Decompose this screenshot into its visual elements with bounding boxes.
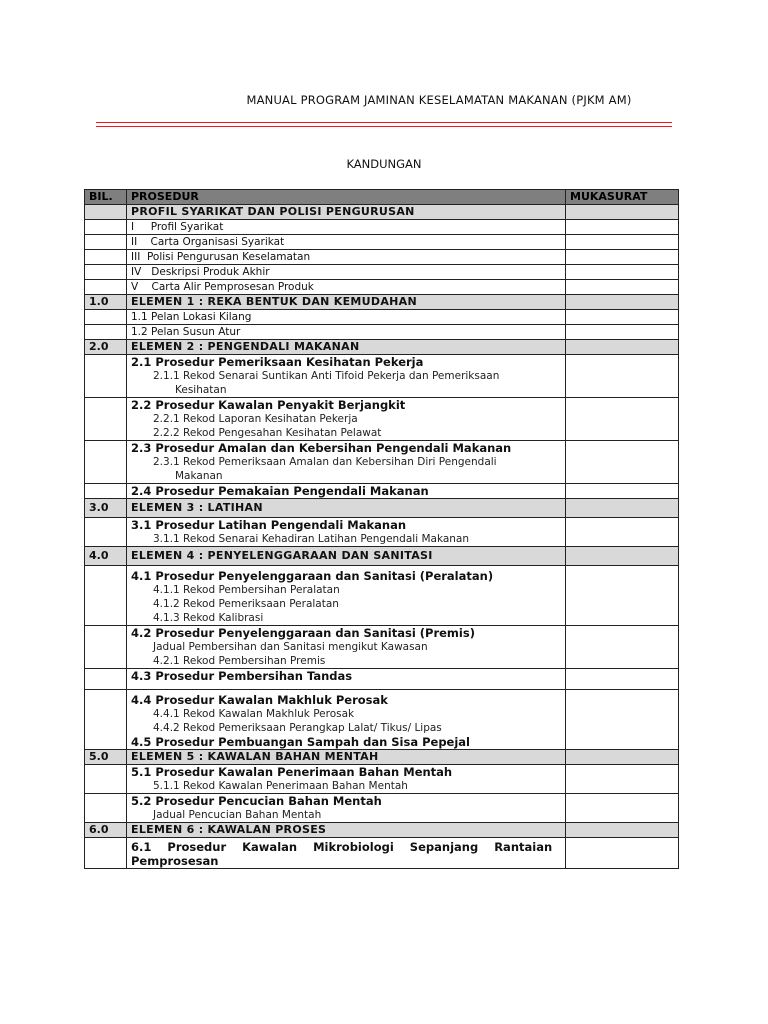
bil-number: 1.0 — [85, 295, 127, 310]
table-row — [85, 765, 679, 794]
procedure-cell: 2.3 Prosedur Amalan dan Kebersihan Pengendali Makanan 2.3.1 Rekod Pemeriksaan Amalan dan Kebersihan Diri Pengendali Makanan — [127, 441, 566, 484]
procedure-title: 4.2 Prosedur Penyelenggaraan dan Sanitasi (Premis) — [131, 626, 475, 640]
table-header-row — [85, 190, 679, 205]
table-row — [85, 398, 679, 441]
table-row — [85, 235, 679, 250]
procedure-cell: 5.1 Prosedur Kawalan Penerimaan Bahan Mentah 5.1.1 Rekod Kawalan Penerimaan Bahan Mentah — [127, 765, 566, 794]
procedure-title: 6.1 Prosedur Kawalan Mikrobiologi Sepanjang Rantaian — [131, 840, 553, 854]
element-title: ELEMEN 5 : KAWALAN BAHAN MENTAH — [127, 750, 566, 765]
bil-number: 5.0 — [85, 750, 127, 765]
table-row — [85, 794, 679, 823]
list-item: IV Deskripsi Produk Akhir — [127, 265, 566, 280]
element-title: ELEMEN 1 : REKA BENTUK DAN KEMUDAHAN — [127, 295, 566, 310]
table-row — [85, 566, 679, 626]
procedure-cell: 5.2 Prosedur Pencucian Bahan Mentah Jadual Pencucian Bahan Mentah — [127, 794, 566, 823]
table-row — [85, 295, 679, 310]
procedure-cell: 4.1 Prosedur Penyelenggaraan dan Sanitasi (Peralatan) 4.1.1 Rekod Pembersihan Peralatan 4.1.2 Rekod Pemeriksaan Peralatan 4.1.3 Rekod Kalibrasi — [127, 566, 566, 626]
procedure-title: 4.5 Prosedur Pembuangan Sampah dan Sisa Pepejal — [131, 735, 471, 749]
procedure-title: 2.2 Prosedur Kawalan Penyakit Berjangkit — [131, 398, 406, 412]
table-row — [85, 325, 679, 340]
table-row — [85, 518, 679, 547]
bil-number: 2.0 — [85, 340, 127, 355]
procedure-title: 4.3 Prosedur Pembersihan Tandas — [131, 669, 353, 683]
bil-number: 3.0 — [85, 499, 127, 518]
procedure-cell: 3.1 Prosedur Latihan Pengendali Makanan 3.1.1 Rekod Senarai Kehadiran Latihan Pengendali Makanan — [127, 518, 566, 547]
table-row — [85, 250, 679, 265]
table-row — [85, 823, 679, 838]
table-row — [85, 750, 679, 765]
table-row — [85, 838, 679, 869]
column-header-prosedur: PROSEDUR — [127, 190, 566, 205]
column-header-mukasurat: MUKASURAT — [566, 190, 679, 205]
contents-heading: KANDUNGAN — [346, 157, 422, 171]
document-title: MANUAL PROGRAM JAMINAN KESELAMATAN MAKANAN (PJKM AM) — [246, 93, 632, 107]
procedure-cell: 2.1 Prosedur Pemeriksaan Kesihatan Pekerja 2.1.1 Rekod Senarai Suntikan Anti Tifoid Pekerja dan Pemeriksaan Kesihatan — [127, 355, 566, 398]
procedure-title: 4.4 Prosedur Kawalan Makhluk Perosak — [131, 693, 388, 707]
element-title: ELEMEN 6 : KAWALAN PROSES — [127, 823, 566, 838]
procedure-title: 3.1 Prosedur Latihan Pengendali Makanan — [131, 518, 407, 532]
table-row — [85, 626, 679, 669]
procedure-title: 2.4 Prosedur Pemakaian Pengendali Makanan — [131, 484, 429, 498]
list-item: 1.1 Pelan Lokasi Kilang — [127, 310, 566, 325]
table-row — [85, 441, 679, 484]
table-row — [85, 280, 679, 295]
procedure-title: 4.1 Prosedur Penyelenggaraan dan Sanitasi (Peralatan) — [131, 569, 494, 583]
header-rule-bottom — [96, 126, 672, 127]
table-row — [85, 310, 679, 325]
column-header-bil: BIL. — [85, 190, 127, 205]
list-item: III Polisi Pengurusan Keselamatan — [127, 250, 566, 265]
procedure-cell — [127, 838, 566, 869]
bil-number: 4.0 — [85, 547, 127, 566]
list-item: V Carta Alir Pemprosesan Produk — [127, 280, 566, 295]
procedure-title: 2.3 Prosedur Amalan dan Kebersihan Pengendali Makanan — [131, 441, 512, 455]
list-item: II Carta Organisasi Syarikat — [127, 235, 566, 250]
table-row — [85, 499, 679, 518]
bil-number: 6.0 — [85, 823, 127, 838]
procedure-cell: 4.4 Prosedur Kawalan Makhluk Perosak 4.4.1 Rekod Kawalan Makhluk Perosak 4.4.2 Rekod Pemeriksaan Perangkap Lalat/ Tikus/ Lipas 4.5 Prosedur Pembuangan Sampah dan Sisa Pepejal — [127, 690, 566, 750]
procedure-title: 2.1 Prosedur Pemeriksaan Kesihatan Pekerja — [131, 355, 424, 369]
procedure-title-continued: Pemprosesan — [131, 854, 219, 868]
profil-header: PROFIL SYARIKAT DAN POLISI PENGURUSAN — [127, 205, 566, 220]
table-row — [85, 355, 679, 398]
element-title: ELEMEN 4 : PENYELENGGARAAN DAN SANITASI — [127, 547, 566, 566]
table-row — [85, 340, 679, 355]
table-row — [85, 690, 679, 750]
procedure-title: 5.1 Prosedur Kawalan Penerimaan Bahan Mentah — [131, 765, 453, 779]
table-row — [85, 220, 679, 235]
procedure-title: 5.2 Prosedur Pencucian Bahan Mentah — [131, 794, 382, 808]
table-row — [85, 265, 679, 280]
procedure-cell: 4.2 Prosedur Penyelenggaraan dan Sanitasi (Premis) Jadual Pembersihan dan Sanitasi mengikut Kawasan 4.2.1 Rekod Pembersihan Premis — [127, 626, 566, 669]
table-row — [85, 547, 679, 566]
header-rule-top — [96, 122, 672, 123]
table-row — [85, 484, 679, 499]
procedure-cell: 2.2 Prosedur Kawalan Penyakit Berjangkit 2.2.1 Rekod Laporan Kesihatan Pekerja 2.2.2 Rekod Pengesahan Kesihatan Pelawat — [127, 398, 566, 441]
table-row — [85, 669, 679, 690]
list-item: I Profil Syarikat — [127, 220, 566, 235]
procedure-cell — [127, 484, 566, 499]
list-item: 1.2 Pelan Susun Atur — [127, 325, 566, 340]
contents-table — [84, 189, 679, 869]
table-row — [85, 205, 679, 220]
element-title: ELEMEN 3 : LATIHAN — [127, 499, 566, 518]
element-title: ELEMEN 2 : PENGENDALI MAKANAN — [127, 340, 566, 355]
procedure-cell — [127, 669, 566, 690]
